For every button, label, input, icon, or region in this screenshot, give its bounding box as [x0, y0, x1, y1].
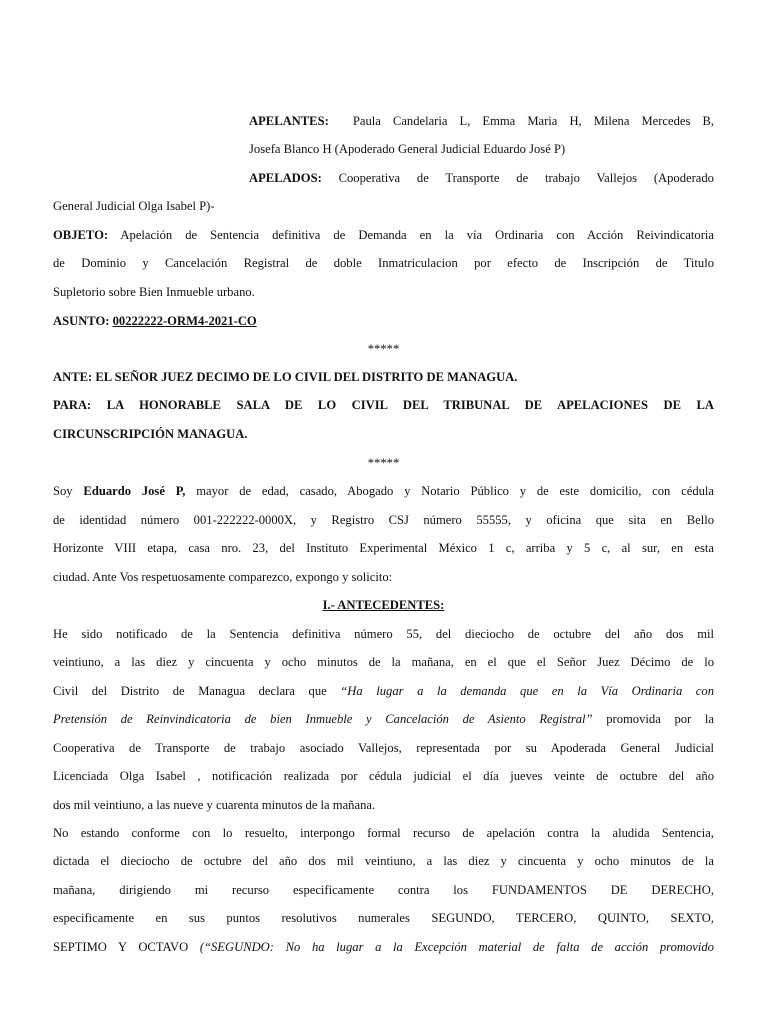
apelados-label: APELADOS:	[249, 171, 322, 185]
intro-line-1	[53, 483, 714, 499]
apelados-names: Cooperativa de Transporte de trabajo Vallejos (Apoderado	[338, 171, 714, 185]
para2-line-3: mañana, dirigiendo mi recurso especificamente contra los FUNDAMENTOS DE DERECHO,	[53, 883, 714, 897]
apelantes-line-1	[249, 113, 714, 129]
para-line-2	[53, 426, 248, 442]
intro-line-2: de identidad número 001-222222-0000X, y Registro CSJ número 55555, y oficina que sita en Bello	[53, 513, 714, 527]
para1-line-7: dos mil veintiuno, a las nueve y cuarenta minutos de la mañana.	[53, 798, 376, 812]
para-text-2: CIRCUNSCRIPCIÓN MANAGUA.	[53, 427, 248, 441]
para1-l4-post: promovida por la	[606, 712, 714, 726]
asunto-case-number: 00222222-ORM4-2021-CO	[112, 314, 257, 328]
lawyer-name: Eduardo José P,	[83, 484, 186, 498]
para1-line-2: veintiuno, a las diez y cincuenta y ocho minutos de la mañana, en el que el Señor Juez Décimo de lo	[53, 655, 714, 669]
section-heading-text: I.- ANTECEDENTES:	[322, 598, 445, 612]
para1-line-4	[53, 711, 714, 727]
para1-line-5: Cooperativa de Transporte de trabajo asociado Vallejos, representada por su Apoderada General Judicial	[53, 741, 714, 755]
asunto-line	[53, 313, 257, 329]
apelantes-line-2: Josefa Blanco H (Apoderado General Judicial Eduardo José P)	[249, 142, 566, 156]
apelantes-label: APELANTES:	[249, 114, 329, 128]
ruling-quote-start: “Ha lugar a la demanda que en la Vía Ordinaria con	[340, 684, 714, 698]
separator-1: *****	[367, 342, 400, 356]
objeto-text: Apelación de Sentencia definitiva de Demanda en la vía Ordinaria con Acción Reivindicatoria	[120, 228, 714, 242]
para2-line-4: especificamente en sus puntos resolutivos numerales SEGUNDO, TERCERO, QUINTO, SEXTO,	[53, 911, 714, 925]
objeto-line-2: de Dominio y Cancelación Registral de doble Inmatriculacion por efecto de Inscripción de Titulo	[53, 256, 714, 270]
para2-line-1: No estando conforme con lo resuelto, interpongo formal recurso de apelación contra la aludida Sentencia,	[53, 826, 714, 840]
ruling-quote-end: Pretensión de Reinvindicatoria de bien Inmueble y Cancelación de Asiento Registral”	[53, 712, 593, 726]
para-line-1	[53, 397, 714, 413]
ante-text: ANTE: EL SEÑOR JUEZ DECIMO DE LO CIVIL DEL DISTRITO DE MANAGUA.	[53, 370, 518, 384]
para1-l3-pre: Civil del Distrito de Managua declara que	[53, 684, 327, 698]
para2-line-2: dictada el dieciocho de octubre del año dos mil veintiuno, a las diez y cincuenta y ocho minutos de la	[53, 854, 714, 868]
objeto-line-1	[53, 227, 714, 243]
intro-post: mayor de edad, casado, Abogado y Notario Público y de este domicilio, con cédula	[196, 484, 715, 498]
resolutivo-quote: (“SEGUNDO: No ha lugar a la Excepción material de falta de acción promovido	[199, 940, 714, 954]
objeto-label: OBJETO:	[53, 228, 109, 242]
para1-line-1: He sido notificado de la Sentencia definitiva número 55, del dieciocho de octubre del año dos mil	[53, 627, 714, 641]
separator-2: *****	[367, 456, 400, 470]
para1-line-3	[53, 683, 714, 699]
intro-line-3: Horizonte VIII etapa, casa nro. 23, del Instituto Experimental México 1 c, arriba y 5 c, al sur, en esta	[53, 541, 714, 555]
apelados-line-1	[249, 170, 714, 186]
section-heading	[53, 597, 714, 613]
intro-pre: Soy	[53, 484, 73, 498]
para2-line-5	[53, 939, 714, 955]
para2-l5-pre: SEPTIMO Y OCTAVO	[53, 940, 189, 954]
asunto-label: ASUNTO:	[53, 314, 110, 328]
ante-line	[53, 369, 517, 385]
objeto-line-3: Supletorio sobre Bien Inmueble urbano.	[53, 285, 255, 299]
para1-line-6: Licenciada Olga Isabel , notificación realizada por cédula judicial el día jueves veinte de octubre del año	[53, 769, 714, 783]
intro-line-4: ciudad. Ante Vos respetuosamente comparezco, expongo y solicito:	[53, 570, 393, 584]
apelantes-names: Paula Candelaria L, Emma Maria H, Milena Mercedes B,	[352, 114, 714, 128]
apelados-line-2: General Judicial Olga Isabel P)-	[53, 199, 215, 213]
para-text: PARA: LA HONORABLE SALA DE LO CIVIL DEL TRIBUNAL DE APELACIONES DE LA	[53, 398, 714, 412]
